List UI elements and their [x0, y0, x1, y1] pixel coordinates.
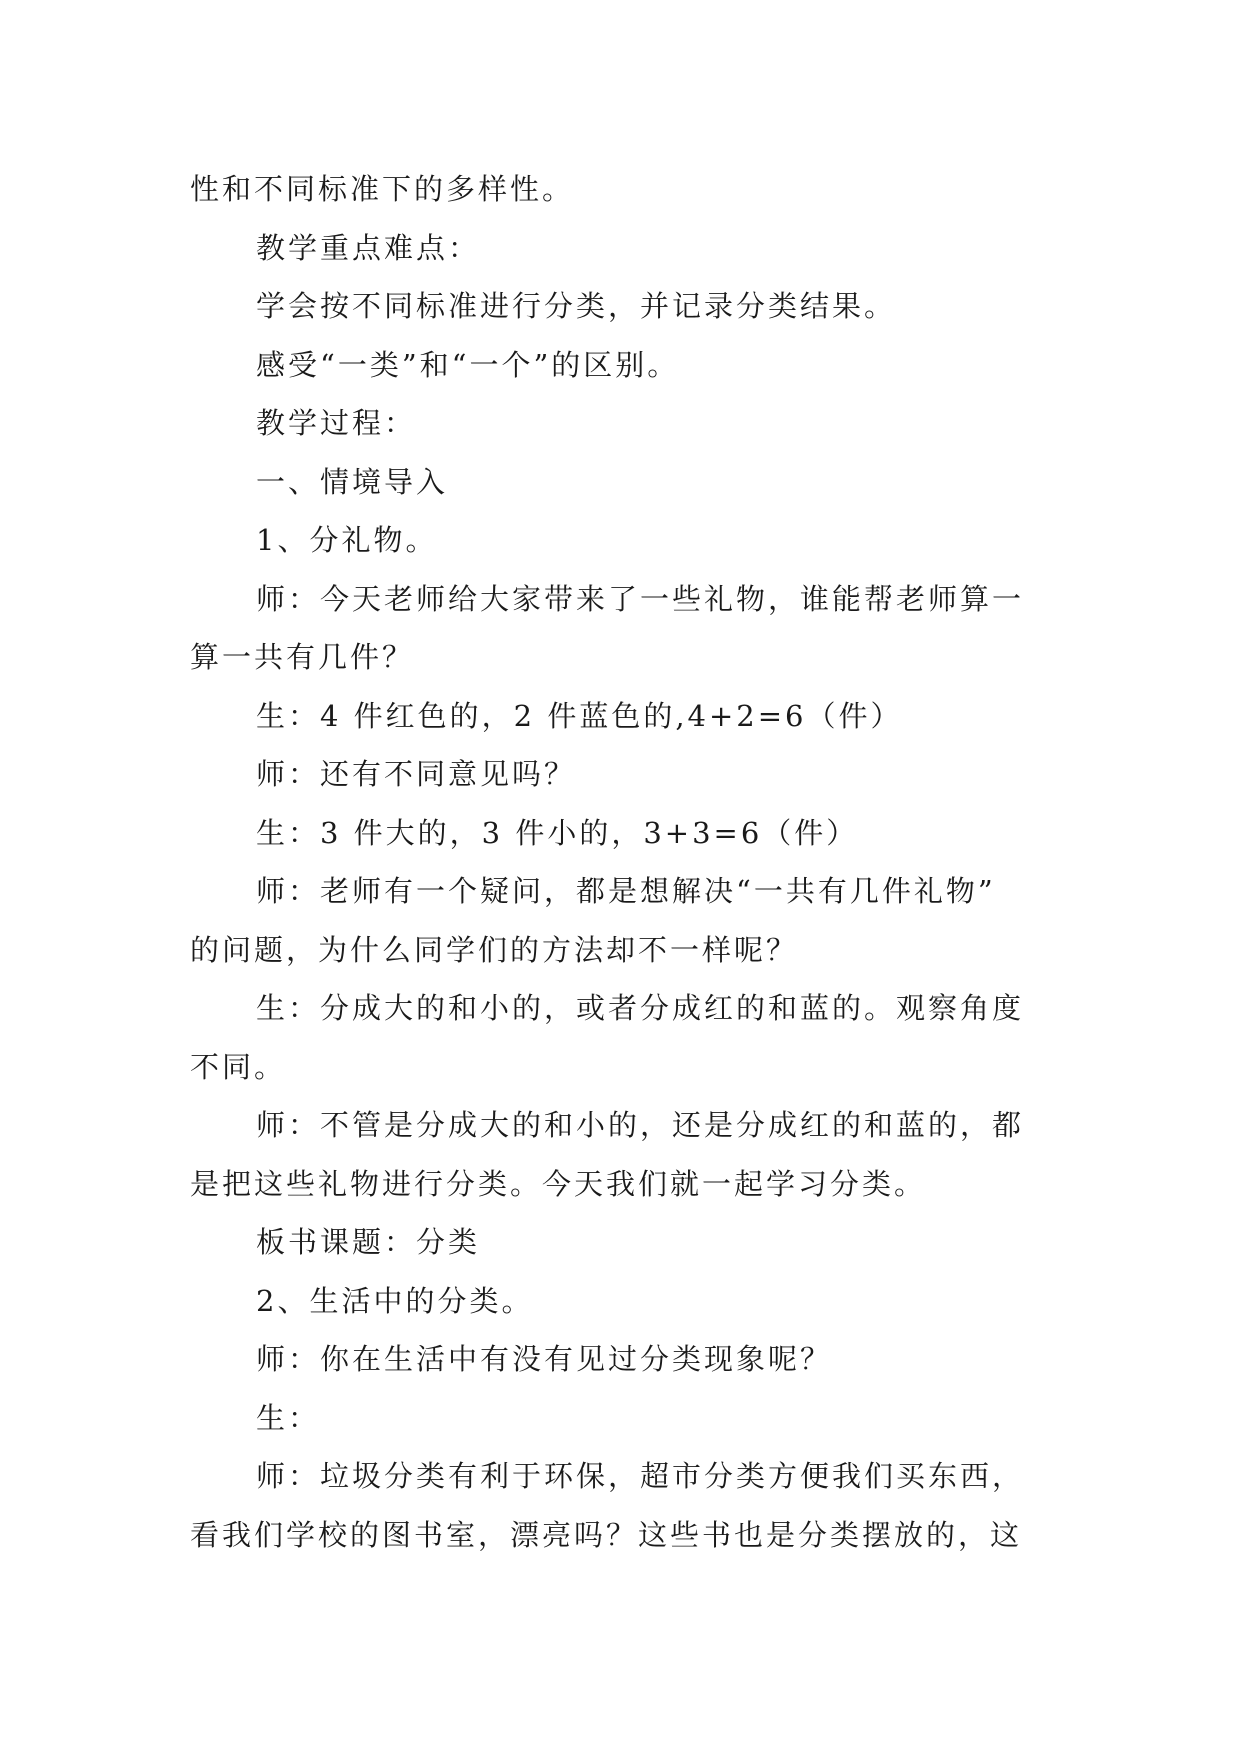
dialogue-line: 师：今天老师给大家带来了一些礼物，谁能帮老师算一	[256, 581, 1025, 616]
heading-teaching-key-points: 教学重点难点：	[256, 230, 481, 265]
dialogue-line: 师：垃圾分类有利于环保，超市分类方便我们买东西，	[256, 1459, 1025, 1493]
text-line: 感受“一类”和“一个”的区别。	[256, 347, 680, 382]
text-line-continuation: 性和不同标准下的多样性。	[190, 172, 575, 206]
section-heading: 一、情境导入	[256, 464, 449, 499]
document-body	[190, 160, 1050, 1564]
dialogue-line: 师：老师有一个疑问，都是想解决“一共有几件礼物”	[256, 874, 996, 908]
dialogue-line: 生：3 件大的，3 件小的，3+3=6（件）	[256, 815, 859, 850]
dialogue-line-continuation: 是把这些礼物进行分类。今天我们就一起学习分类。	[190, 1166, 927, 1201]
dialogue-line: 生：	[256, 1400, 321, 1435]
text-line: 板书课题：分类	[256, 1225, 481, 1259]
subsection-heading: 2、生活中的分类。	[256, 1283, 534, 1318]
dialogue-line-continuation: 不同。	[190, 1049, 287, 1084]
dialogue-line: 师：不管是分成大的和小的，还是分成红的和蓝的，都	[256, 1108, 1025, 1142]
dialogue-line-continuation: 算一共有几件？	[190, 640, 415, 674]
dialogue-line: 生：4 件红色的，2 件蓝色的,4+2=6（件）	[256, 698, 903, 733]
dialogue-line-continuation: 的问题，为什么同学们的方法却不一样呢？	[190, 932, 799, 967]
dialogue-line: 师：你在生活中有没有见过分类现象呢？	[256, 1342, 833, 1376]
dialogue-line: 师：还有不同意见吗？	[256, 757, 577, 791]
subsection-heading: 1、分礼物。	[256, 523, 438, 557]
heading-teaching-process: 教学过程：	[256, 406, 417, 440]
text-line: 学会按不同标准进行分类，并记录分类结果。	[256, 289, 897, 323]
dialogue-line-continuation: 看我们学校的图书室，漂亮吗？这些书也是分类摆放的，这	[190, 1517, 1023, 1552]
dialogue-line: 生：分成大的和小的，或者分成红的和蓝的。观察角度	[256, 991, 1025, 1025]
